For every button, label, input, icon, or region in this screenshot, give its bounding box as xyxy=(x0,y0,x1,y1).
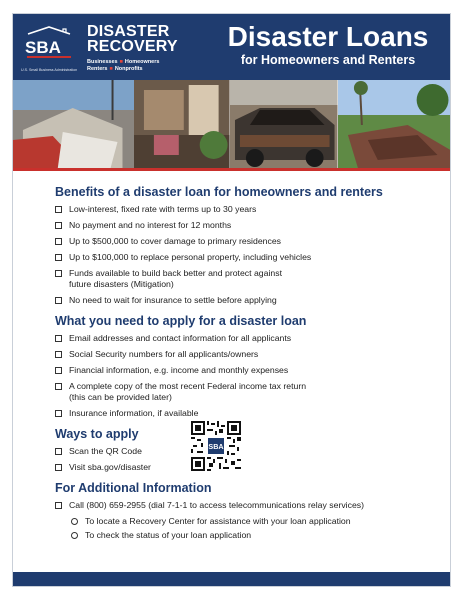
list-item xyxy=(55,349,445,360)
checkbox-icon xyxy=(55,383,62,390)
checkbox-icon xyxy=(55,502,62,509)
benefits-heading: Benefits of a disaster loan for homeowners and renters xyxy=(55,185,383,199)
requirements-heading: What you need to apply for a disaster loan xyxy=(55,314,307,328)
benefits-list xyxy=(55,204,445,306)
section-ways-to-apply xyxy=(55,427,445,473)
list-item xyxy=(55,500,445,541)
sba-logo-subtext: U.S. Small Business Administration xyxy=(21,68,78,72)
header-banner xyxy=(13,14,450,80)
checkbox-icon xyxy=(55,297,62,304)
sub-list-item xyxy=(71,516,445,527)
additional-heading: For Additional Information xyxy=(55,481,212,495)
photo-collapsed-roof xyxy=(338,80,450,168)
photo-damaged-house xyxy=(13,80,134,168)
additional-list xyxy=(55,500,445,541)
page-title: Disaster Loans xyxy=(227,21,429,52)
page-subtitle: for Homeowners and Renters xyxy=(240,53,416,67)
checkbox-icon xyxy=(55,335,62,342)
checkbox-icon xyxy=(55,464,62,471)
tag-renters: Renters xyxy=(87,66,108,72)
checkbox-icon xyxy=(55,254,62,261)
circle-bullet-icon xyxy=(71,532,78,539)
sub-list-item-text: To locate a Recovery Center for assistance with your loan application xyxy=(85,516,351,526)
program-tags: Businesses ■ Homeowners Renters ■ Nonprofits xyxy=(87,59,160,72)
list-item xyxy=(55,268,445,290)
program-title xyxy=(87,24,178,73)
program-title-line1: DISASTER xyxy=(87,23,170,40)
qr-center-label: SBA xyxy=(208,442,224,451)
checkbox-icon xyxy=(55,448,62,455)
sub-list-item-text: To check the status of your loan application xyxy=(85,530,252,540)
checkbox-icon xyxy=(55,238,62,245)
list-item-text: Scan the QR Code xyxy=(69,446,142,456)
checkbox-icon xyxy=(55,270,62,277)
list-item-text: Social Security numbers for all applicants/owners xyxy=(69,349,259,359)
ways-list xyxy=(55,446,445,473)
circle-bullet-icon xyxy=(71,518,78,525)
list-item-text: No payment and no interest for 12 months xyxy=(69,220,232,230)
ways-heading: Ways to apply xyxy=(55,427,139,441)
list-item-text: Funds available to build back better and protect against xyxy=(69,268,282,278)
list-item xyxy=(55,220,445,231)
sba-logo xyxy=(23,26,75,70)
list-item xyxy=(55,462,445,473)
section-requirements xyxy=(55,314,445,419)
checkbox-icon xyxy=(55,367,62,374)
list-item-text: A complete copy of the most recent Federal income tax return xyxy=(69,381,307,391)
requirements-list xyxy=(55,333,445,419)
tag-nonprofits: Nonprofits xyxy=(114,66,143,72)
list-item xyxy=(55,333,445,344)
disaster-photo-strip xyxy=(13,80,450,168)
program-title-line2: RECOVERY xyxy=(87,38,178,55)
photo-burned-car xyxy=(230,80,338,168)
list-item-text: Low-interest, fixed rate with terms up to 30 years xyxy=(69,204,257,214)
list-item-text: Up to $500,000 to cover damage to primary residences xyxy=(69,236,281,246)
section-benefits xyxy=(55,185,445,306)
checkbox-icon xyxy=(55,222,62,229)
flyer-page xyxy=(12,13,451,587)
list-item xyxy=(55,204,445,215)
sba-logo-text: SBA xyxy=(25,38,61,57)
list-item-text[interactable]: Visit sba.gov/disaster xyxy=(69,462,151,472)
content-area xyxy=(55,185,445,549)
list-item-text: Up to $100,000 to replace personal property, including vehicles xyxy=(69,252,312,262)
list-item xyxy=(55,236,445,247)
list-item-text: Insurance information, if available xyxy=(69,408,199,418)
list-item xyxy=(55,408,445,419)
accent-bar xyxy=(13,168,450,171)
list-item xyxy=(55,365,445,376)
list-item xyxy=(55,381,445,403)
call-number-text[interactable]: Call (800) 659-2955 (dial 7-1-1 to access telecommunications relay services) xyxy=(69,500,365,510)
list-item-text: No need to wait for insurance to settle before applying xyxy=(69,295,277,305)
photo-flood-debris xyxy=(134,80,230,168)
additional-sub-list xyxy=(71,516,445,541)
checkbox-icon xyxy=(55,206,62,213)
checkbox-icon xyxy=(55,351,62,358)
footer-bar xyxy=(13,572,450,586)
list-item-text-continued: future disasters (Mitigation) xyxy=(69,279,174,289)
qr-code[interactable] xyxy=(191,421,241,471)
tag-homeowners: Homeowners xyxy=(124,59,160,65)
list-item-text-continued: (this can be provided later) xyxy=(69,392,172,402)
list-item xyxy=(55,252,445,263)
checkbox-icon xyxy=(55,410,62,417)
list-item xyxy=(55,446,445,457)
list-item-text: Email addresses and contact information for all applicants xyxy=(69,333,292,343)
section-additional-info xyxy=(55,481,445,541)
list-item-text: Financial information, e.g. income and monthly expenses xyxy=(69,365,289,375)
list-item xyxy=(55,295,445,306)
tag-businesses: Businesses xyxy=(87,59,118,65)
sub-list-item xyxy=(71,530,445,541)
